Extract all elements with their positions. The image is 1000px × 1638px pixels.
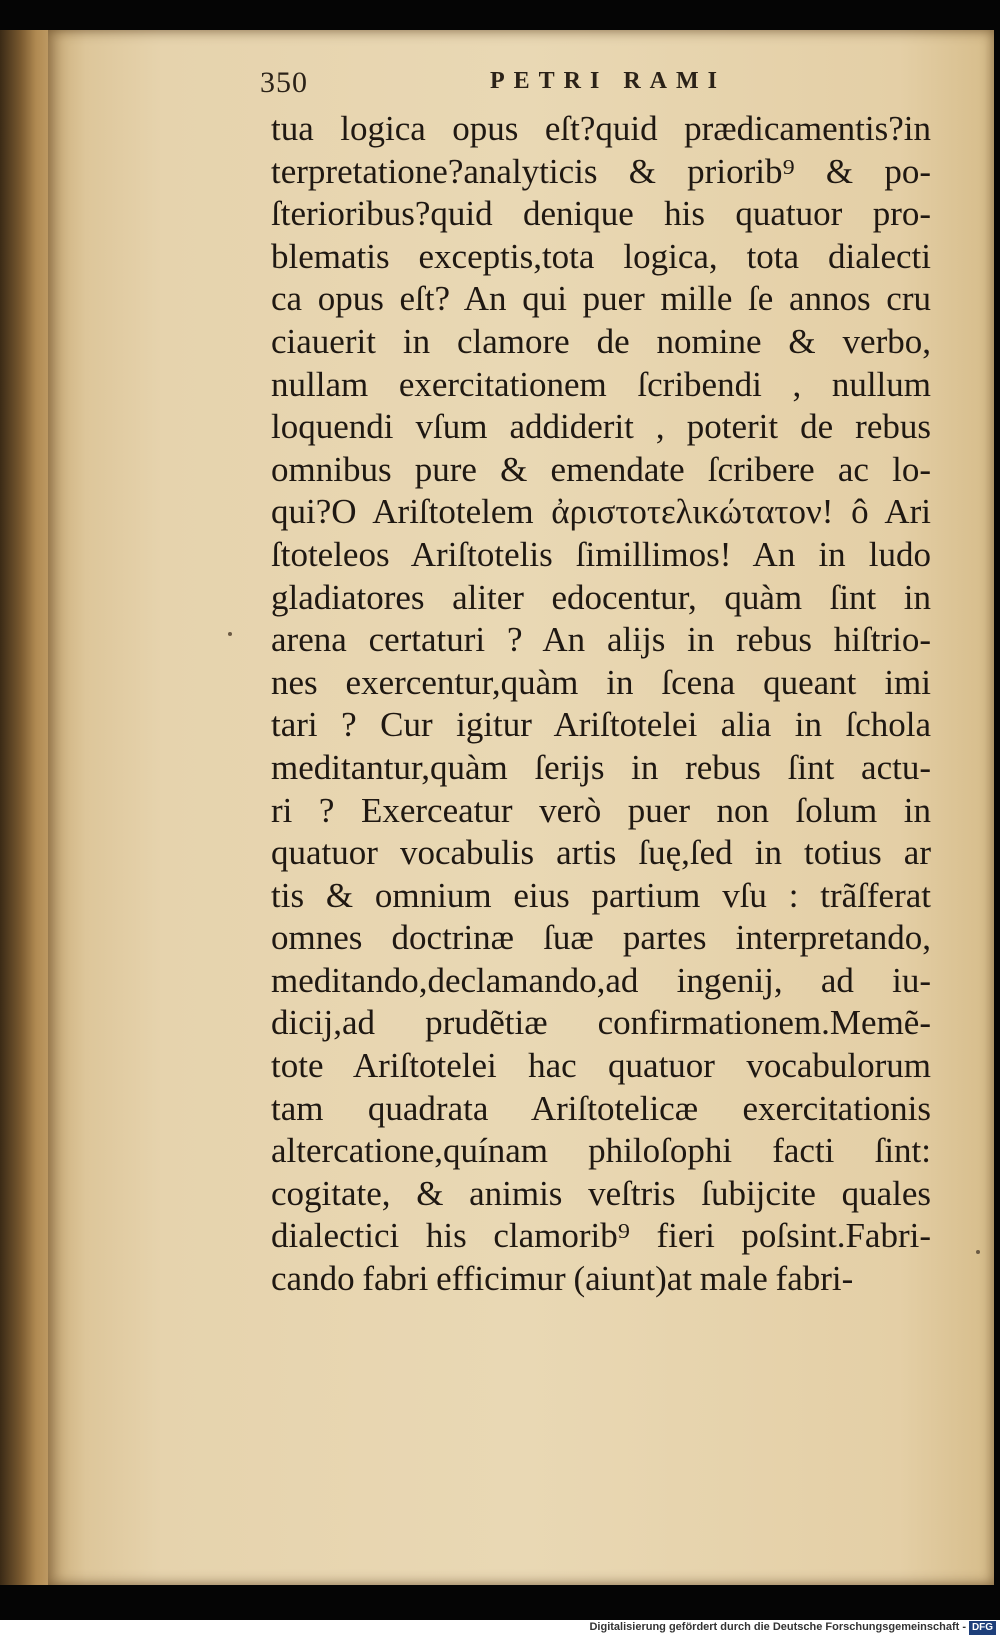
text-line: ca opus eſt? An qui puer mille ſe annos cru (271, 279, 931, 319)
body-text (271, 108, 931, 1301)
page-number: 350 (260, 66, 308, 99)
text-line: terpretatione?analyticis & priorib⁹ & po- (271, 151, 931, 191)
text-line: omnes doctrinæ ſuæ partes interpretando, (271, 918, 931, 958)
text-line: tua logica opus eſt?quid prædicamentis?in (271, 109, 931, 148)
text-line: gladiatores aliter edocentur, quàm ſint in (271, 577, 931, 617)
text-line: tis & omnium eius partium vſu : trãſferat (271, 875, 931, 915)
text-line: meditando,declamando,ad ingenij, ad iu- (271, 960, 931, 1000)
text-line: nullam exercitationem ſcribendi , nullum (271, 364, 931, 404)
text-line: quatuor vocabulis artis ſuę,ſed in totius ar (271, 833, 931, 873)
text-line: nes exercentur,quàm in ſcena queant imi (271, 662, 931, 702)
paper-speck (228, 632, 232, 636)
text-line: tam quadrata Ariſtotelicæ exercitationis (271, 1088, 931, 1128)
text-line: ſtoteleos Ariſtotelis ſimillimos! An in ludo (271, 534, 931, 574)
text-line: tote Ariſtotelei hac quatuor vocabulorum (271, 1046, 931, 1086)
text-line: tari ? Cur igitur Ariſtotelei alia in ſchola (271, 705, 931, 745)
text-line: blematis exceptis,tota logica, tota dialecti (271, 236, 931, 276)
text-line: cando fabri efficimur (aiunt)at male fabri- (271, 1259, 854, 1299)
text-line: dialectici his clamorib⁹ fieri poſsint.Fabri- (271, 1216, 931, 1256)
funding-credit: Digitalisierung gefördert durch die Deutsche Forschungsgemeinschaft - (589, 1621, 966, 1633)
running-head: PETRI RAMI (490, 68, 727, 94)
text-line: altercatione,quínam philoſophi facti ſint: (271, 1131, 931, 1171)
dfg-logo-icon: DFG (969, 1621, 996, 1635)
text-line: cogitate, & animis veſtris ſubijcite quales (271, 1173, 931, 1213)
text-line: loquendi vſum addiderit , poterit de rebus (271, 407, 931, 447)
text-line: meditantur,quàm ſerijs in rebus ſint actu- (271, 747, 931, 787)
text-line: omnibus pure & emendate ſcribere ac lo- (271, 449, 931, 489)
paper-speck (976, 1250, 980, 1254)
text-line: ri ? Exerceatur verò puer non ſolum in (271, 790, 931, 830)
text-line: ſterioribus?quid denique his quatuor pro- (271, 194, 931, 234)
text-line: dicij,ad prudẽtiæ confirmationem.Memẽ- (271, 1003, 931, 1043)
text-line: ciauerit in clamore de nomine & verbo, (271, 321, 931, 361)
text-line: qui?O Ariſtotelem ἀριστοτελικώτατον! ô Ari (271, 492, 931, 532)
text-line: arena certaturi ? An alijs in rebus hiſtrio- (271, 620, 931, 660)
